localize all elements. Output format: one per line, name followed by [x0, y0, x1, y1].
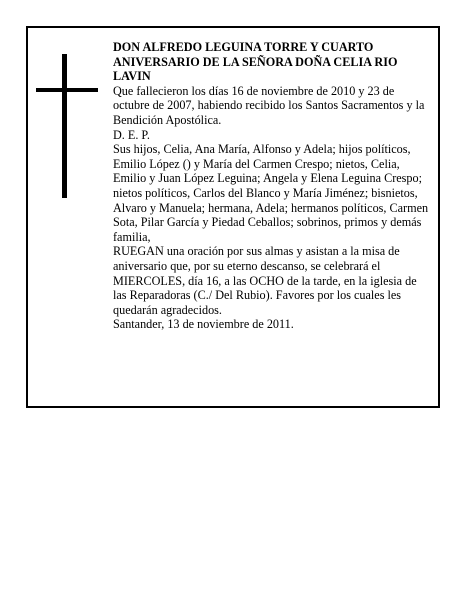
cross-vertical-bar: [62, 54, 67, 198]
notice-family: Sus hijos, Celia, Ana María, Alfonso y Adela; hijos políticos, Emilio López () y María del Carmen Crespo; nietos, Celia, Emilio y Juan López Leguina; Angela y Elena Leguina Crespo; nietos políticos, Carlos del Blanco y María Jiménez; bisnietos, Alvaro y Manuela; hermana, Adela; hermanos políticos, Carmen Sota, Pilar García y Piedad Ceballos; sobrinos, primos y demás familia,: [113, 142, 429, 244]
cross-horizontal-bar: [36, 88, 98, 92]
notice-intro: Que fallecieron los días 16 de noviembre de 2010 y 23 de octubre de 2007, habiendo recibido los Santos Sacramentos y la Bendición Apostólica.: [113, 83, 425, 127]
cross-icon: [36, 54, 98, 198]
notice-text: [113, 40, 433, 332]
notice-title: DON ALFREDO LEGUINA TORRE Y CUARTO ANIVERSARIO DE LA SEÑORA DOÑA CELIA RIO LAVIN: [113, 40, 398, 84]
notice-dep: D. E. P.: [113, 127, 150, 142]
notice-place-date: Santander, 13 de noviembre de 2011.: [113, 317, 294, 332]
notice-request: RUEGAN una oración por sus almas y asistan a la misa de aniversario que, por su eterno descanso, se celebrará el MIERCOLES, día 16, a las OCHO de la tarde, en la iglesia de las Reparadoras (C./ Del Rubio). Favores por los cuales les quedarán agradecidos.: [113, 244, 417, 317]
